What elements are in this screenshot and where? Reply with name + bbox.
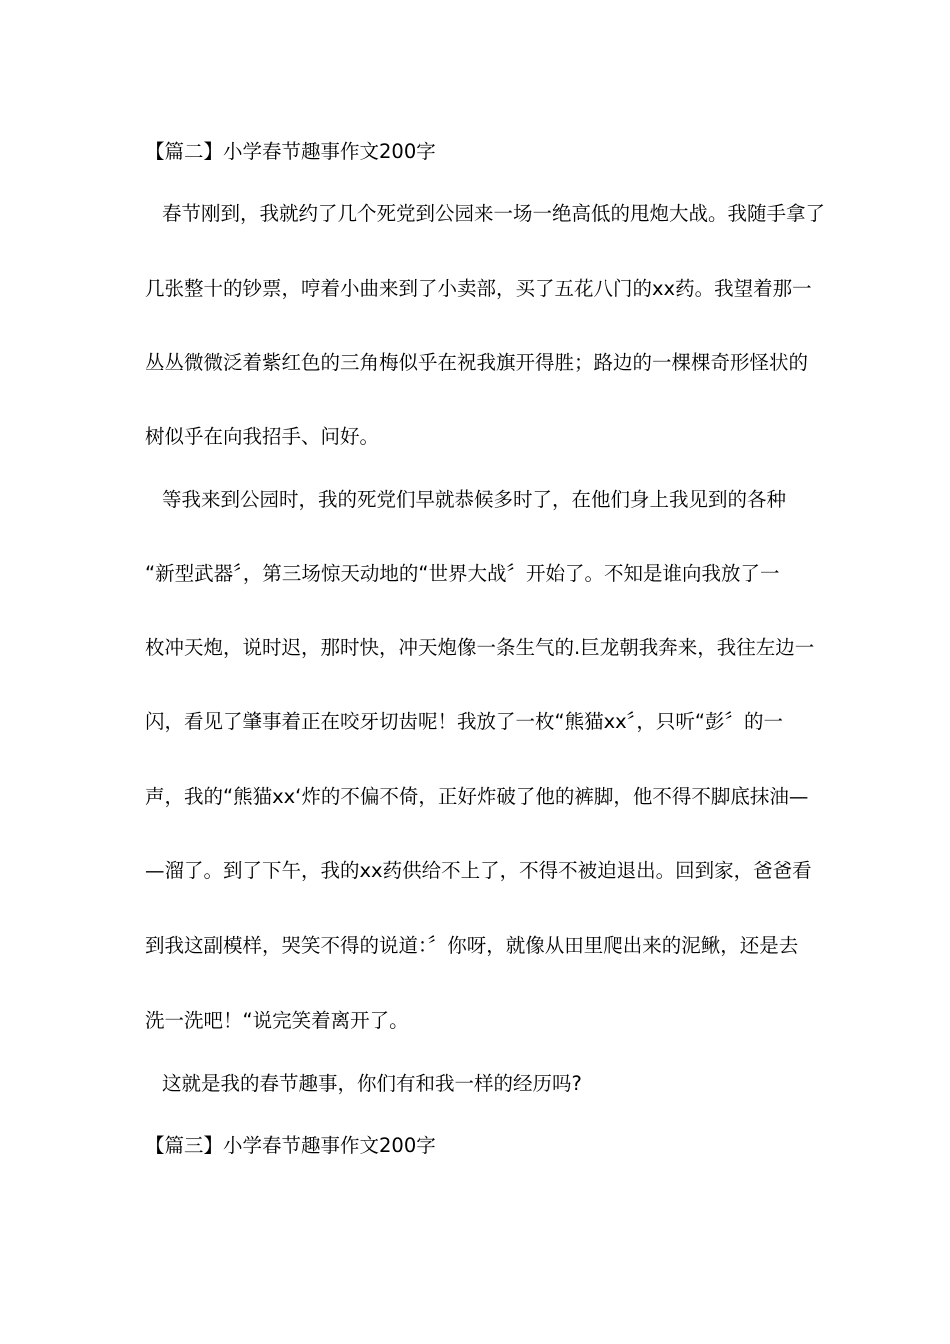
paragraph-1-line-3: 丛丛微微泛着紫红色的三角梅似乎在祝我旗开得胜；路边的一棵棵奇形怪状的	[145, 351, 809, 374]
section-heading-2: 【篇二】小学春节趣事作文200字	[145, 140, 436, 163]
paragraph-2-line-4: 闪，看见了肇事着正在咬牙切齿呢！我放了一枚“熊猫xx〞，只听“彭〞的一	[145, 710, 784, 733]
paragraph-1-line-2: 几张整十的钞票，哼着小曲来到了小卖部，买了五花八门的xx药。我望着那一	[145, 277, 812, 300]
paragraph-2-line-3: 枚冲天炮，说时迟，那时快，冲天炮像一条生气的.巨龙朝我奔来，我往左边一	[145, 636, 815, 659]
paragraph-1-line-4: 树似乎在向我招手、问好。	[145, 425, 380, 448]
section-heading-3: 【篇三】小学春节趣事作文200字	[145, 1134, 436, 1157]
paragraph-2-line-8: 洗一洗吧！“说完笑着离开了。	[145, 1009, 409, 1032]
paragraph-2-line-7: 到我这副模样，哭笑不得的说道：〞你呀，就像从田里爬出来的泥鳅，还是去	[145, 934, 799, 957]
paragraph-2-line-2: “新型武器〞，第三场惊天动地的“世界大战〞开始了。不知是谁向我放了一	[145, 562, 780, 585]
paragraph-2-line-6: —溜了。到了下午，我的xx药供给不上了，不得不被迫退出。回到家，爸爸看	[145, 859, 812, 882]
paragraph-2-line-5: 声，我的“熊猫xx‘炸的不偏不倚，正好炸破了他的裤脚，他不得不脚底抹油—	[145, 785, 809, 808]
paragraph-1-line-1: 春节刚到，我就约了几个死党到公园来一场一绝高低的甩炮大战。我随手拿了	[162, 202, 826, 225]
paragraph-2-line-1: 等我来到公园时，我的死党们早就恭候多时了，在他们身上我见到的各种	[162, 488, 787, 511]
paragraph-3-line-1: 这就是我的春节趣事，你们有和我一样的经历吗?	[162, 1072, 582, 1095]
